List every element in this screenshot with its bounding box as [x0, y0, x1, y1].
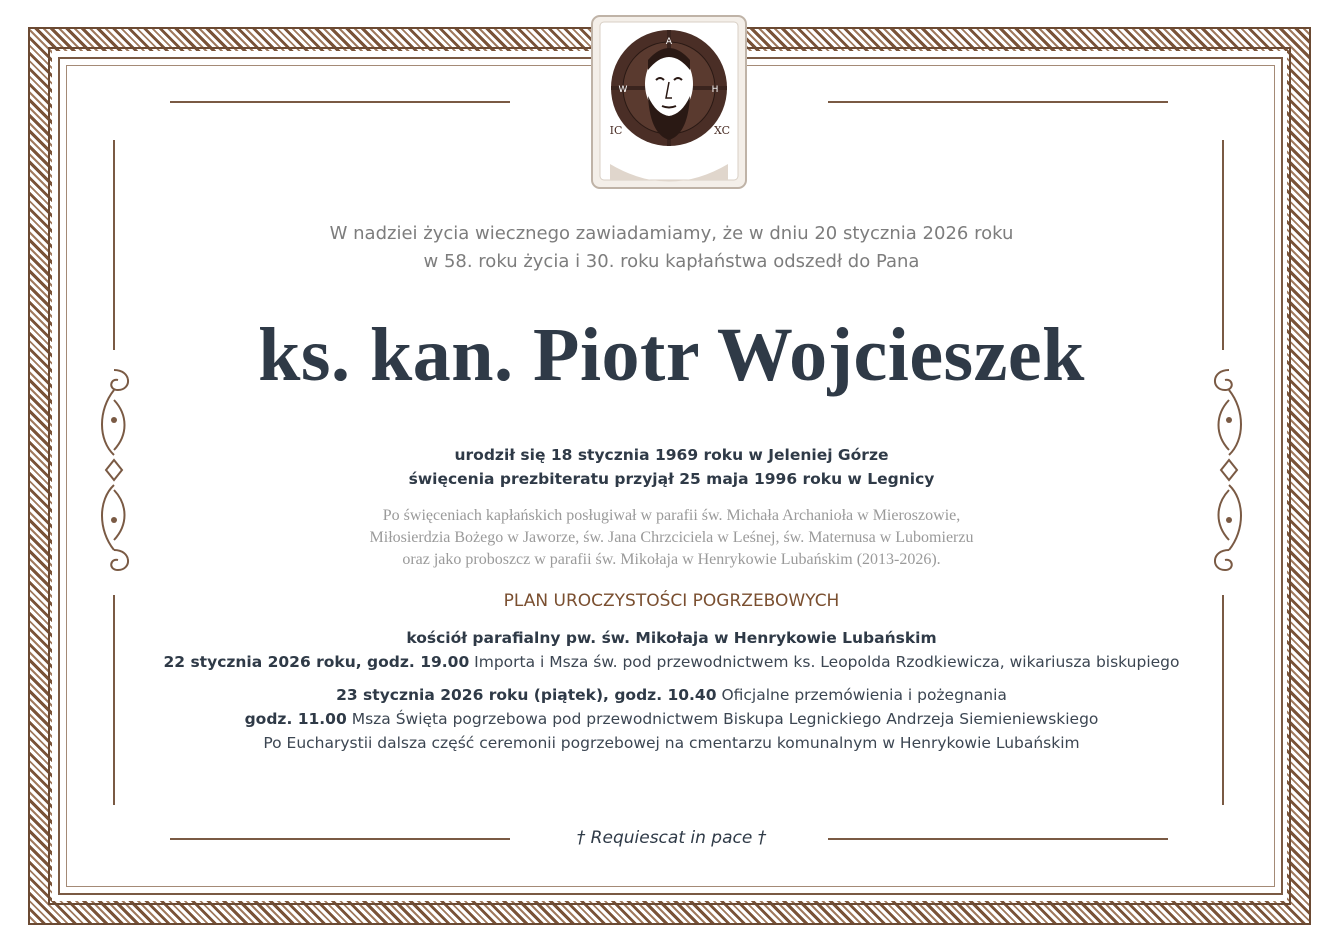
funeral-plan-title: PLAN UROCZYSTOŚCI POGRZEBOWYCH: [503, 591, 840, 611]
event-line-3: [0, 707, 1343, 731]
event-line-4: Po Eucharystii dalsza część ceremonii pogrzebowej na cmentarzu komunalnym w Henrykowie Lubańskim: [263, 734, 1080, 752]
event-2-desc: Oficjalne przemówienia i pożegnania: [716, 686, 1007, 704]
event-3-time: godz. 11.00: [244, 710, 347, 728]
birth-info: [0, 443, 1343, 491]
intro-line-2: w 58. roku życia i 30. roku kapłaństwa odszedł do Pana: [423, 251, 920, 272]
birth-line-2: święcenia prezbiteratu przyjął 25 maja 1996 roku w Legnicy: [408, 470, 935, 488]
biography: [0, 505, 1343, 571]
icon-letter-right: H: [711, 85, 719, 95]
birth-line-1: urodził się 18 stycznia 1969 roku w Jeleniej Górze: [454, 446, 889, 464]
icon-mono-left: IC: [609, 124, 623, 137]
bio-line-1: Po święceniach kapłańskich posługiwał w parafii św. Michała Archanioła w Mieroszowie,: [382, 507, 961, 524]
icon-letter-top: A: [665, 37, 673, 47]
intro-line-1: W nadziei życia wiecznego zawiadamiamy, że w dniu 20 stycznia 2026 roku: [329, 223, 1014, 244]
deceased-name: ks. kan. Piotr Wojcieszek: [258, 313, 1085, 397]
christ-icon: [590, 14, 748, 190]
top-right-rule: [828, 101, 1168, 103]
bio-line-2: Miłosierdzia Bożego w Jaworze, św. Jana Chrzciciela w Leśnej, św. Maternusa w Lubomierzu: [369, 529, 974, 546]
requiescat-text: † Requiescat in pace †: [576, 828, 767, 848]
bio-line-3: oraz jako proboszcz w parafii św. Mikołaja w Henrykowie Lubańskim (2013-2026).: [402, 551, 941, 568]
intro-text: [0, 220, 1343, 276]
icon-mono-right: XC: [713, 124, 731, 137]
icon-letter-left: W: [618, 85, 628, 95]
event-3-desc: Msza Święta pogrzebowa pod przewodnictwem Biskupa Legnickiego Andrzeja Siemieniewskiego: [346, 710, 1099, 728]
top-left-rule: [170, 101, 510, 103]
event-line-2: [0, 683, 1343, 707]
event-1-date: 22 stycznia 2026 roku, godz. 19.00: [163, 653, 470, 671]
church-name: kościół parafialny pw. św. Mikołaja w Henrykowie Lubańskim: [406, 629, 937, 647]
event-1-desc: Importa i Msza św. pod przewodnictwem ks. Leopolda Rzodkiewicza, wikariusza biskupiego: [469, 653, 1180, 671]
event-line-1: [0, 650, 1343, 674]
event-2-date: 23 stycznia 2026 roku (piątek), godz. 10.40: [336, 686, 717, 704]
